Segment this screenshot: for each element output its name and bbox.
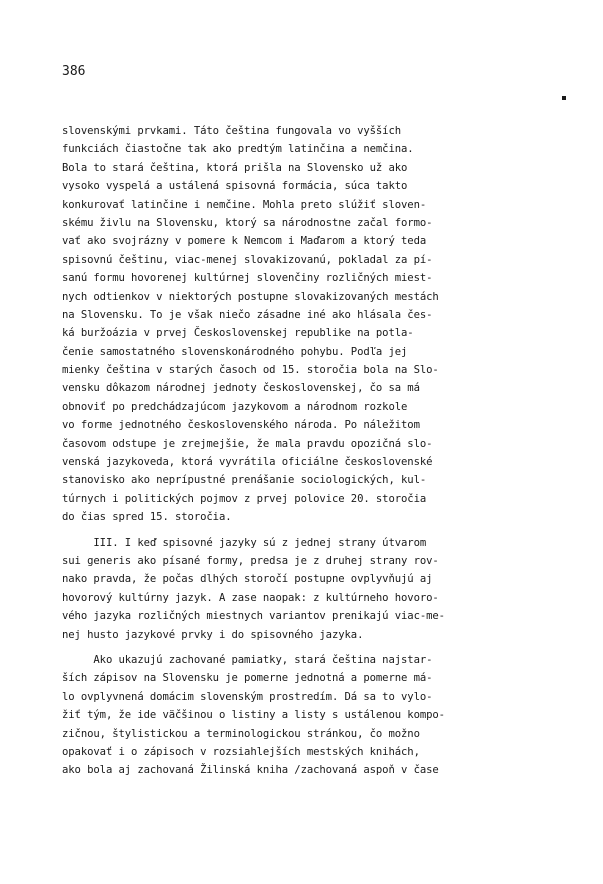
text-line: vysoko vyspelá a ustálená spisovná formácia, súca takto [62, 180, 408, 193]
text-line: vensku dôkazom národnej jednoty československej, čo sa má [62, 382, 420, 395]
text-line: túrnych i politických pojmov z prvej polovice 20. storočia [62, 492, 427, 505]
text-line: vať ako svojrázny v pomere k Nemcom i Maďarom a ktorý teda [62, 235, 427, 248]
text-line: funkciách čiastočne tak ako predtým latinčina a nemčina. [62, 143, 414, 156]
text-block [62, 122, 552, 780]
text-line: stanovisko ako neprípustné prenášanie sociologických, kul- [62, 474, 427, 487]
text-line: časovom odstupe je zrejmejšie, že mala pravdu opozičná slo- [62, 437, 433, 450]
paragraph-gap [62, 527, 552, 534]
text-line: lo ovplyvnená domácim slovenským prostredím. Dá sa to vylo- [62, 690, 433, 703]
text-line: vo forme jednotného československého národa. Po náležitom [62, 419, 420, 432]
text-line: spisovnú češtinu, viac-menej slovakizovanú, pokladal za pí- [62, 253, 433, 266]
text-line: ká buržoázia v prvej Československej republike na potla- [62, 327, 414, 340]
text-line: zičnou, štylistickou a terminologickou stránkou, čo možno [62, 727, 420, 740]
text-line: čenie samostatného slovenskonárodného pohybu. Podľa jej [62, 345, 408, 358]
text-line: do čias spred 15. storočia. [62, 511, 232, 524]
text-line: obnoviť po predchádzajúcom jazykovom a národnom rozkole [62, 400, 408, 413]
text-line: III. I keď spisovné jazyky sú z jednej strany útvarom [62, 536, 427, 549]
text-line: venská jazykoveda, ktorá vyvrátila oficiálne československé [62, 456, 433, 469]
paragraph-gap [62, 644, 552, 651]
paragraph [62, 122, 552, 527]
text-line: nych odtienkov v niektorých postupne slovakizovaných mestách [62, 290, 439, 303]
text-line: konkurovať latinčine i nemčine. Mohla preto slúžiť sloven- [62, 198, 427, 211]
text-line: opakovať i o zápisoch v rozsiahlejších mestských knihách, [62, 745, 420, 758]
text-line: mienky čeština v starých časoch od 15. storočia bola na Slo- [62, 364, 439, 377]
paragraph [62, 534, 552, 644]
text-line: skému živlu na Slovensku, ktorý sa národnostne začal formo- [62, 216, 433, 229]
text-line: hovorový kultúrny jazyk. A zase naopak: z kultúrneho hovoro- [62, 591, 439, 604]
text-line: ších zápisov na Slovensku je pomerne jednotná a pomerne má- [62, 672, 433, 685]
text-line: nako pravda, že počas dlhých storočí postupne ovplyvňujú aj [62, 573, 433, 586]
text-line: nej husto jazykové prvky i do spisovného jazyka. [62, 628, 364, 641]
text-line: ako bola aj zachovaná Žilinská kniha /zachovaná aspoň v čase [62, 764, 439, 777]
text-line: slovenskými prvkami. Táto čeština fungovala vo vyšších [62, 125, 402, 137]
corner-mark [562, 96, 566, 100]
text-line: vého jazyka rozličných miestnych variantov prenikajú viac-me- [62, 610, 445, 623]
text-line: Ako ukazujú zachované pamiatky, stará čeština najstar- [62, 653, 433, 666]
text-line: žiť tým, že ide väčšinou o listiny a listy s ustálenou kompo- [62, 709, 445, 722]
text-line: Bola to stará čeština, ktorá prišla na Slovensko už ako [62, 161, 408, 174]
text-line: sanú formu hovorenej kultúrnej slovenčiny rozličných miest- [62, 272, 433, 285]
paragraph [62, 651, 552, 780]
text-line: na Slovensku. To je však niečo zásadne iné ako hlásala čes- [62, 308, 433, 321]
page-number: 386 [62, 64, 86, 79]
text-line: sui generis ako písané formy, predsa je z druhej strany rov- [62, 554, 439, 567]
